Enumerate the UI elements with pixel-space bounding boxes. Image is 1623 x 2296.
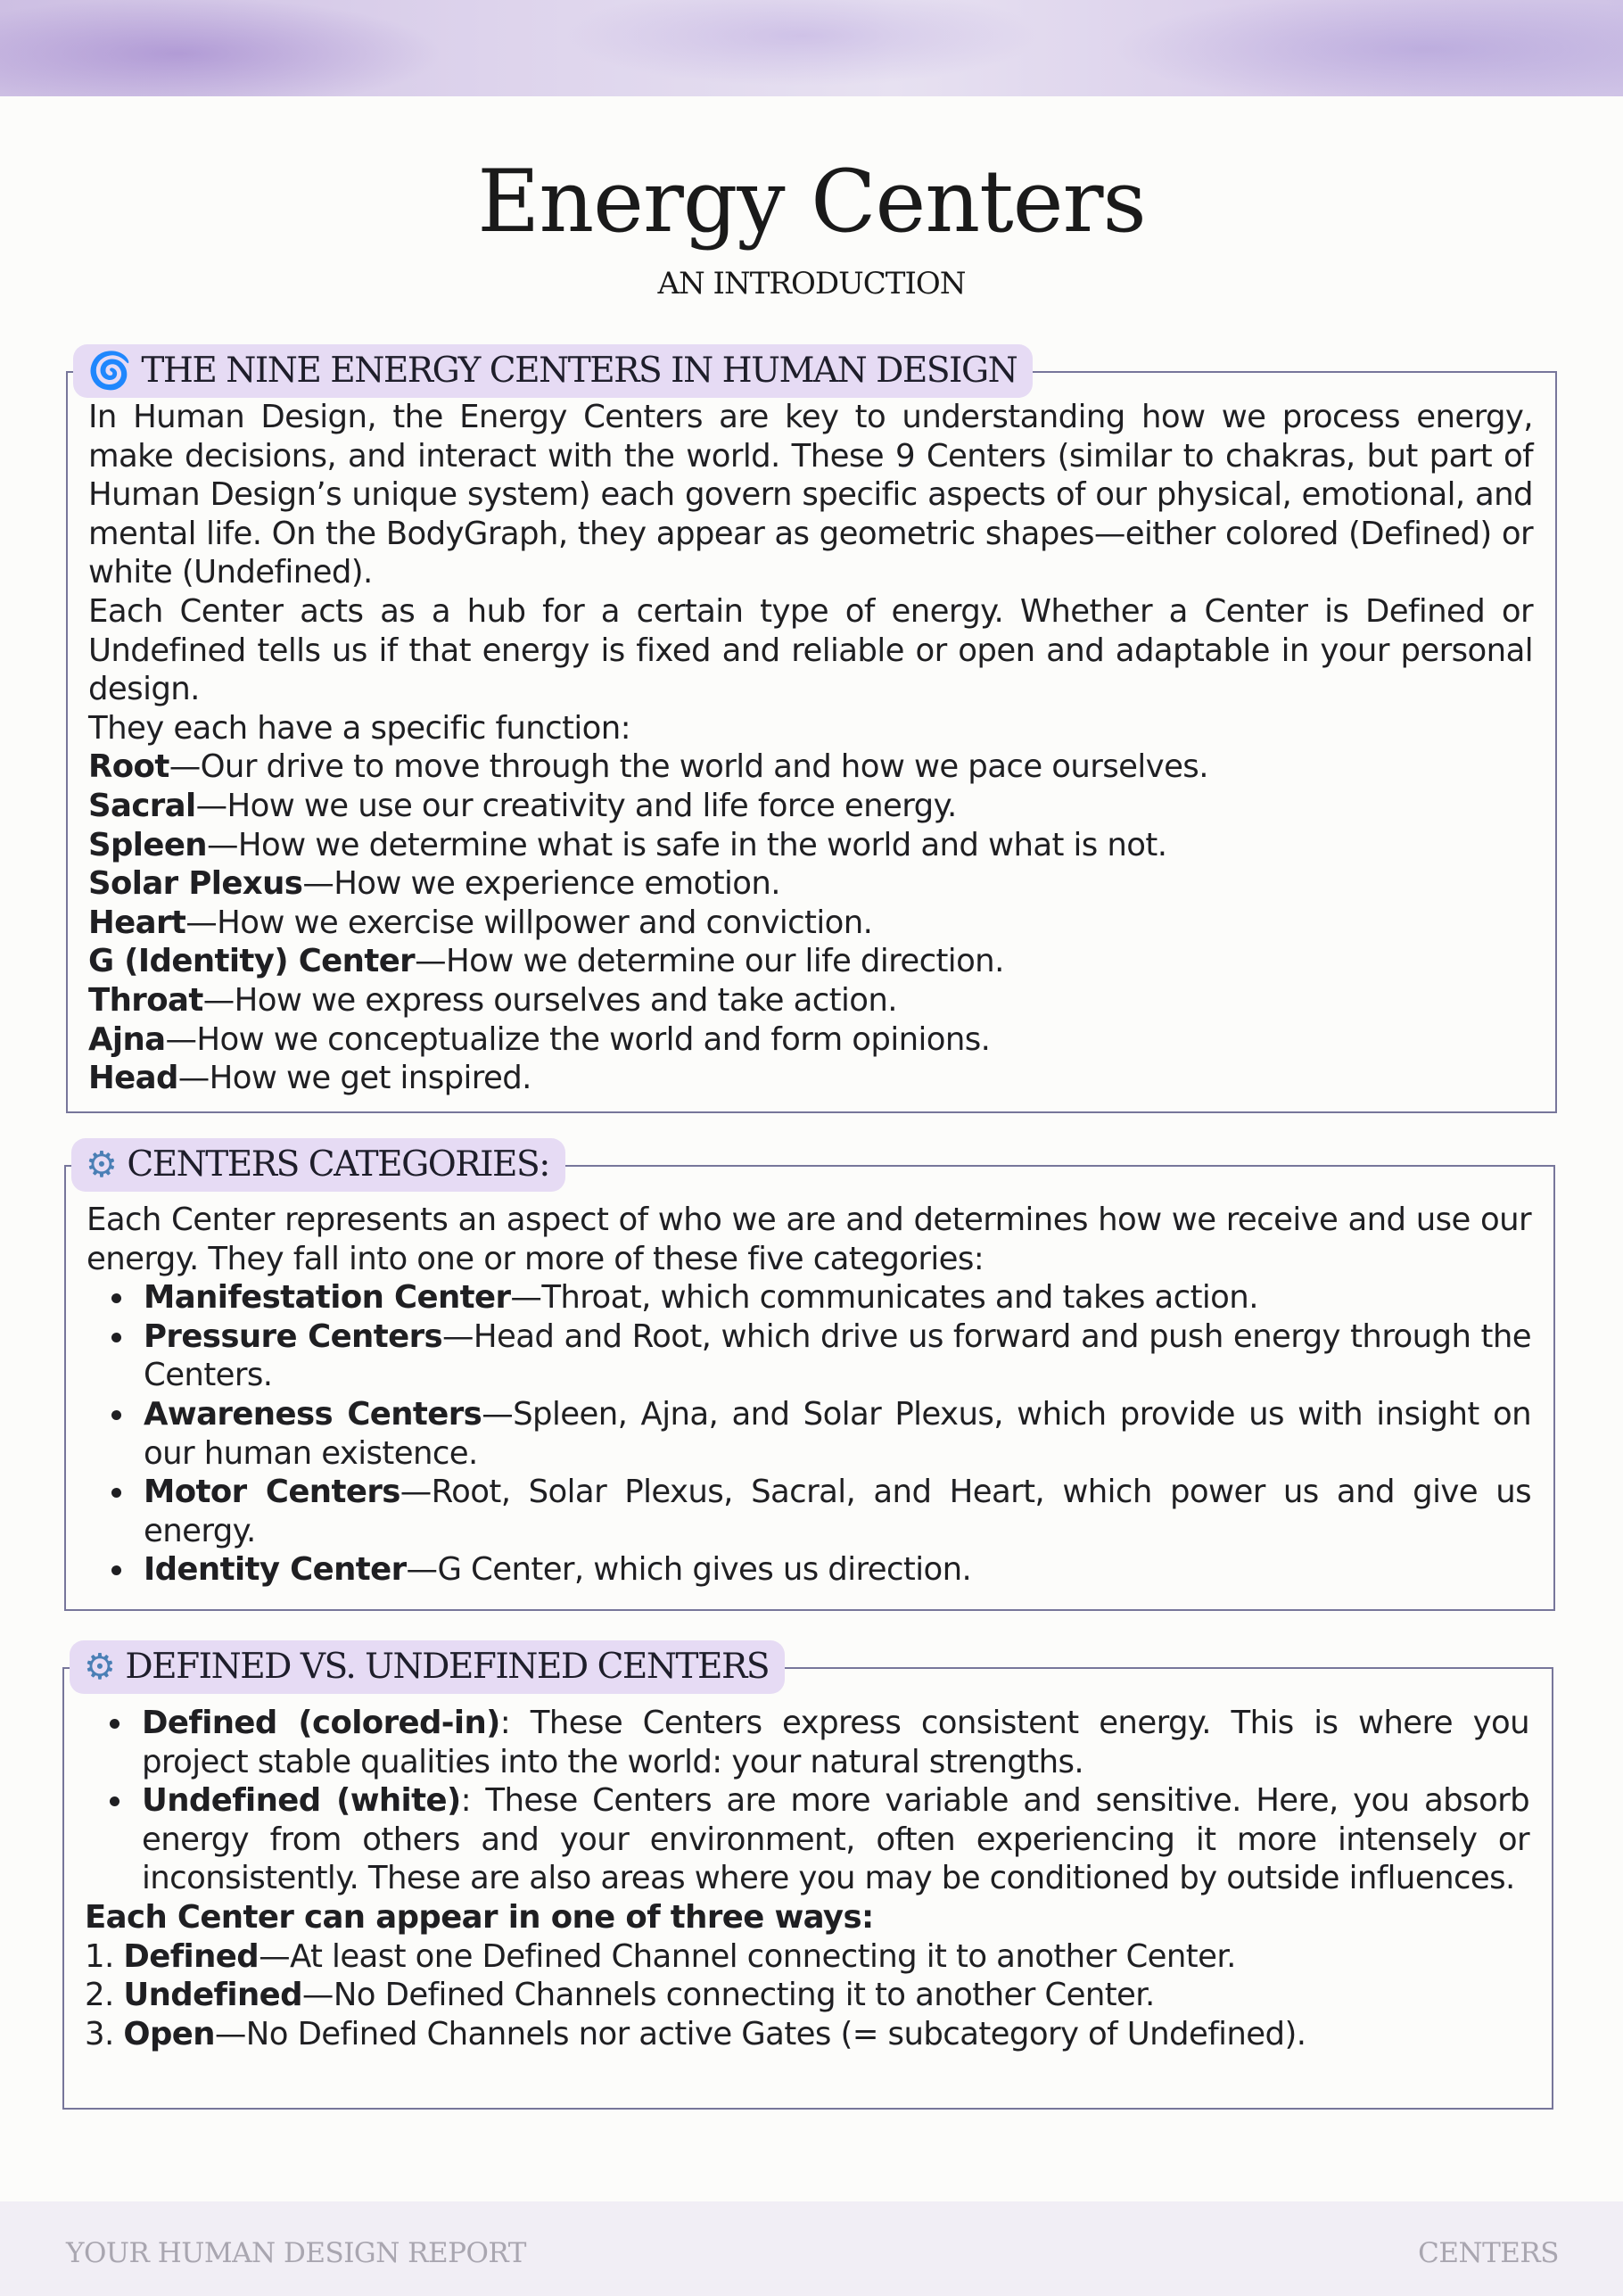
item-term: Pressure Centers [144, 1317, 443, 1355]
item-term: Motor Centers [144, 1474, 400, 1511]
category-list-item [87, 1473, 1531, 1550]
gear-icon: ⚙ [86, 1144, 117, 1185]
item-term: Heart [88, 904, 186, 941]
item-description: —Spleen, Ajna, and Solar Plexus, which provide us with insight on our human existence. [144, 1395, 1531, 1472]
section-heading-label: DEFINED VS. UNDEFINED CENTERS [125, 1647, 770, 1687]
center-list-item [88, 904, 1533, 943]
way-list-item [85, 2015, 1529, 2054]
item-term: Solar Plexus [88, 865, 303, 903]
item-description: : These Centers express consistent energy. This is where you project stable qualities into the world: your natural strengths. [142, 1705, 1529, 1780]
item-description: —At least one Defined Channel connecting it to another Center. [259, 1937, 1236, 1975]
section-border-top [763, 1667, 1553, 1669]
item-term: Awareness Centers [144, 1395, 482, 1433]
section-categories-content [87, 1201, 1531, 1590]
way-list-item [85, 1976, 1529, 2015]
center-list-item [88, 787, 1533, 826]
item-term: Defined [123, 1937, 260, 1975]
item-description: —How we determine our life direction. [415, 943, 1004, 980]
ways-heading: Each Center can appear in one of three ways: [85, 1898, 874, 1936]
item-description: —Our drive to move through the world and how we pace ourselves. [169, 748, 1208, 786]
section-heading-nine-centers [73, 344, 1033, 398]
section-border-top [979, 371, 1557, 373]
item-term: Undefined [123, 1977, 302, 2014]
top-watercolor-banner [0, 0, 1623, 96]
center-list-item [88, 826, 1533, 865]
center-list-item [88, 942, 1533, 981]
item-term: Head [88, 1060, 178, 1097]
category-list-item [87, 1395, 1531, 1473]
paragraph: In Human Design, the Energy Centers are key to understanding how we process energy, make decisions, and interact with the world. These 9 Centers (similar to chakras, but part of Human Design’s unique system) each govern specific aspects of our physical, emotional, and mental life. On the BodyGraph, they appear as geometric shapes—either colored (Defined) or white (Undefined). [88, 399, 1533, 591]
item-description: —How we use our creativity and life force energy. [195, 787, 957, 824]
section-nine-centers-content [88, 398, 1533, 1098]
item-term: Root [88, 748, 169, 786]
section-heading-label: THE NINE ENERGY CENTERS IN HUMAN DESIGN [141, 351, 1017, 391]
item-term: Ajna [88, 1020, 166, 1058]
defined-list-item [85, 1704, 1529, 1781]
ways-list [85, 1937, 1529, 2054]
footer-report-label: YOUR HUMAN DESIGN REPORT [66, 2237, 526, 2269]
item-description: —No Defined Channels connecting it to another Center. [301, 1977, 1155, 2014]
paragraph: Each Center acts as a hub for a certain type of energy. Whether a Center is Defined or Undefined tells us if that energy is fixed and reliable or open and adaptable in your personal design. [88, 592, 1533, 708]
section-border-top [565, 1165, 1555, 1167]
page-title: Energy Centers [477, 152, 1146, 252]
center-list-item [88, 1020, 1533, 1060]
gear-icon: ⚙ [84, 1647, 115, 1688]
item-number: 1. [85, 1937, 114, 1975]
center-list-item [88, 864, 1533, 904]
footer-section-label: CENTERS [1418, 2237, 1559, 2269]
item-description: —No Defined Channels nor active Gates (= subcategory of Undefined). [214, 2015, 1306, 2052]
item-description: —Head and Root, which drive us forward and push energy through the Centers. [144, 1317, 1531, 1394]
paragraph: They each have a specific function: [88, 709, 631, 747]
center-list-item [88, 747, 1533, 787]
item-description: —How we exercise willpower and conviction. [185, 904, 873, 941]
item-term: Identity Center [144, 1551, 407, 1589]
cyclone-icon: 🌀 [87, 351, 131, 392]
centers-list [88, 747, 1533, 1097]
item-number: 2. [85, 1977, 114, 2014]
section-defined-content [85, 1704, 1529, 2053]
item-description: —How we conceptualize the world and form opinions. [165, 1020, 991, 1058]
item-term: Spleen [88, 826, 207, 863]
item-description: —How we determine what is safe in the world and what is not. [206, 826, 1167, 863]
section-heading-categories [71, 1138, 565, 1192]
paragraph: Each Center represents an aspect of who we are and determines how we receive and use our energy. They fall into one or more of these five categories: [87, 1202, 1531, 1277]
item-term: Manifestation Center [144, 1279, 511, 1317]
category-list-item [87, 1278, 1531, 1317]
item-term: Undefined (white) [142, 1782, 461, 1820]
item-term: Defined (colored-in) [142, 1705, 500, 1741]
item-description: —How we express ourselves and take action. [202, 981, 897, 1019]
item-term: G (Identity) Center [88, 943, 416, 980]
item-description: —How we experience emotion. [302, 865, 780, 903]
category-list-item [87, 1317, 1531, 1395]
item-term: Open [123, 2015, 215, 2052]
center-list-item [88, 1059, 1533, 1098]
item-number: 3. [85, 2015, 114, 2052]
item-description: —Throat, which communicates and takes action. [510, 1279, 1258, 1317]
defined-list [85, 1704, 1529, 1898]
center-list-item [88, 981, 1533, 1020]
footer [0, 2201, 1623, 2296]
item-term: Sacral [88, 787, 196, 824]
categories-list [87, 1278, 1531, 1590]
category-list-item [87, 1550, 1531, 1590]
section-heading-label: CENTERS CATEGORIES: [127, 1144, 549, 1185]
item-description: : These Centers are more variable and sensitive. Here, you absorb energy from others and your environment, often experiencing it more intensely or inconsistently. These are also areas where you may be conditioned by outside influences. [142, 1782, 1529, 1897]
page-subtitle: AN INTRODUCTION [657, 266, 966, 301]
item-description: —G Center, which gives us direction. [406, 1551, 972, 1589]
item-description: —How we get inspired. [177, 1060, 531, 1097]
item-term: Throat [88, 981, 203, 1019]
section-heading-defined [70, 1640, 785, 1694]
item-description: —Root, Solar Plexus, Sacral, and Heart, which power us and give us energy. [144, 1474, 1531, 1549]
way-list-item [85, 1937, 1529, 1977]
defined-list-item [85, 1781, 1529, 1898]
